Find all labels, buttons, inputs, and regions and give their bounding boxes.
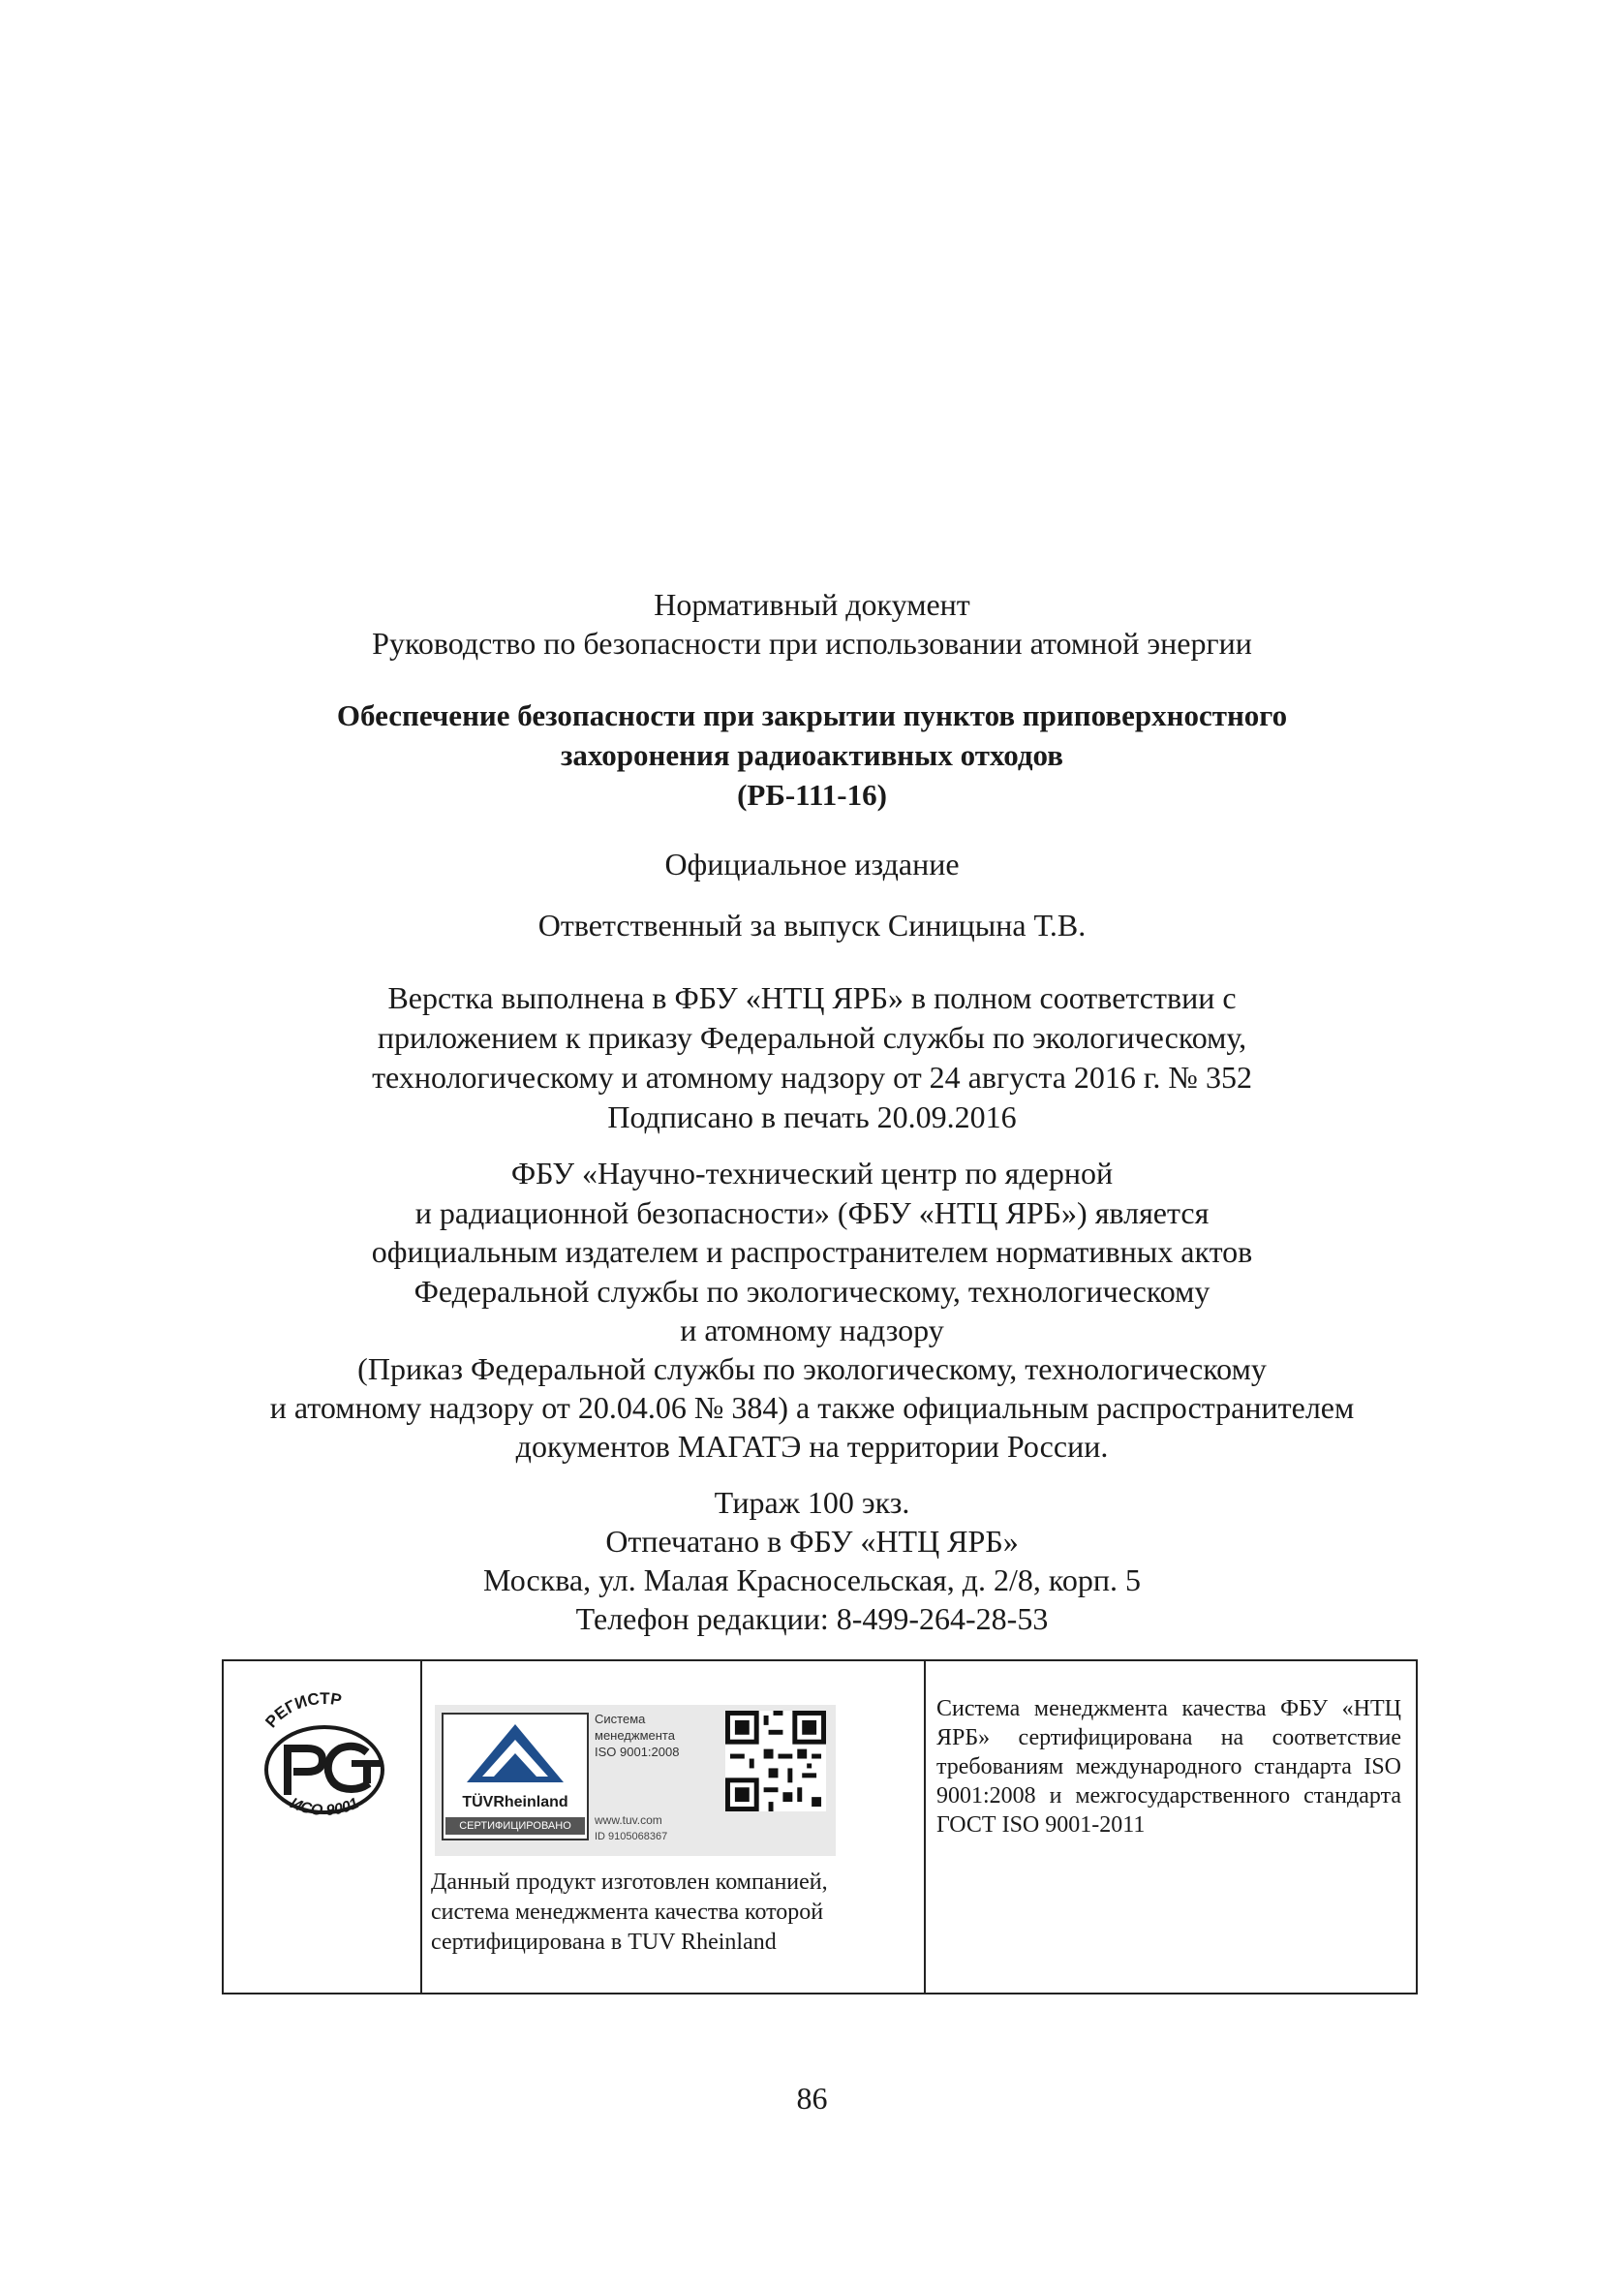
publisher-line-3: официальным издателем и распространителем нормативных актов — [371, 1234, 1253, 1269]
tuv-certificate-logo — [435, 1705, 836, 1856]
tuv-caption-line-3: сертифицирована в TUV Rheinland — [431, 1930, 777, 1955]
tuv-triangle-icon — [444, 1715, 587, 1790]
responsible-person: Ответственный за выпуск Синицына Т.В. — [537, 908, 1087, 943]
table-divider — [420, 1661, 422, 1993]
svg-text:РЕГИСТР — [261, 1690, 343, 1731]
table-divider — [924, 1661, 926, 1993]
tuv-caption-line-2: система менеджмента качества которой — [431, 1900, 824, 1925]
tuv-id: ID 9105068367 — [595, 1831, 668, 1842]
tuv-caption-line-1: Данный продукт изготовлен компанией, — [431, 1870, 828, 1895]
publisher-line-1: ФБУ «Научно-технический центр по ядерной — [510, 1156, 1114, 1190]
layout-line-1: Верстка выполнена в ФБУ «НТЦ ЯРБ» в полном соответствии с — [387, 980, 1237, 1015]
rst-top-text: РЕГИСТР — [261, 1690, 344, 1732]
tuv-system-label: Система менеджмента ISO 9001:2008 — [595, 1712, 680, 1759]
quality-system-statement: Система менеджмента качества ФБУ «НТЦ ЯРБ» сертифицирована на соответствие требованиям международного стандарта ISO 9001:2008 и межгосударственного стандарта ГОСТ ISO 9001-2011 — [936, 1696, 1401, 1838]
layout-line-3: технологическому и атомному надзору от 24 августа 2016 г. № 352 — [372, 1060, 1252, 1095]
certification-table — [222, 1659, 1418, 1994]
signed-date: Подписано в печать 20.09.2016 — [607, 1099, 1017, 1134]
doc-series: Руководство по безопасности при использовании атомной энергии — [372, 626, 1252, 661]
publisher-line-2: и радиационной безопасности» (ФБУ «НТЦ ЯРБ») является — [414, 1195, 1210, 1230]
qr-code-icon — [725, 1711, 826, 1811]
rst-bottom-text: ИСО 9001 — [287, 1795, 362, 1820]
publisher-line-5: и атомному надзору — [680, 1313, 944, 1347]
tuv-badge: СЕРТИФИЦИРОВАНО — [445, 1817, 585, 1835]
publisher-line-8: документов МАГАТЭ на территории России. — [515, 1429, 1109, 1464]
tuv-url: www.tuv.com — [595, 1813, 662, 1827]
edition-label: Официальное издание — [664, 847, 960, 881]
publisher-line-7: и атомному надзору от 20.04.06 № 384) а также официальным распространителем — [269, 1390, 1355, 1425]
page-number: 86 — [796, 2081, 828, 2116]
doc-title-line-1: Обеспечение безопасности при закрытии пунктов приповерхностного — [336, 698, 1288, 732]
doc-type: Нормативный документ — [654, 587, 970, 622]
tuv-brand: TÜVRheinland — [462, 1794, 568, 1810]
doc-code: (РБ-111-16) — [737, 778, 887, 812]
printed-at: Отпечатано в ФБУ «НТЦ ЯРБ» — [605, 1524, 1019, 1559]
printer-address: Москва, ул. Малая Красносельская, д. 2/8, корп. 5 — [483, 1562, 1141, 1597]
layout-line-2: приложением к приказу Федеральной службы по экологическому, — [377, 1020, 1247, 1055]
doc-title-line-2: захоронения радиоактивных отходов — [560, 738, 1064, 772]
rst-logo — [239, 1690, 410, 1836]
editorial-phone: Телефон редакции: 8-499-264-28-53 — [575, 1601, 1049, 1636]
tuv-mark — [442, 1713, 589, 1840]
publisher-line-6: (Приказ Федеральной службы по экологическому, технологическому — [357, 1351, 1267, 1386]
print-run: Тираж 100 экз. — [714, 1485, 910, 1520]
publisher-line-4: Федеральной службы по экологическому, технологическому — [414, 1274, 1210, 1309]
